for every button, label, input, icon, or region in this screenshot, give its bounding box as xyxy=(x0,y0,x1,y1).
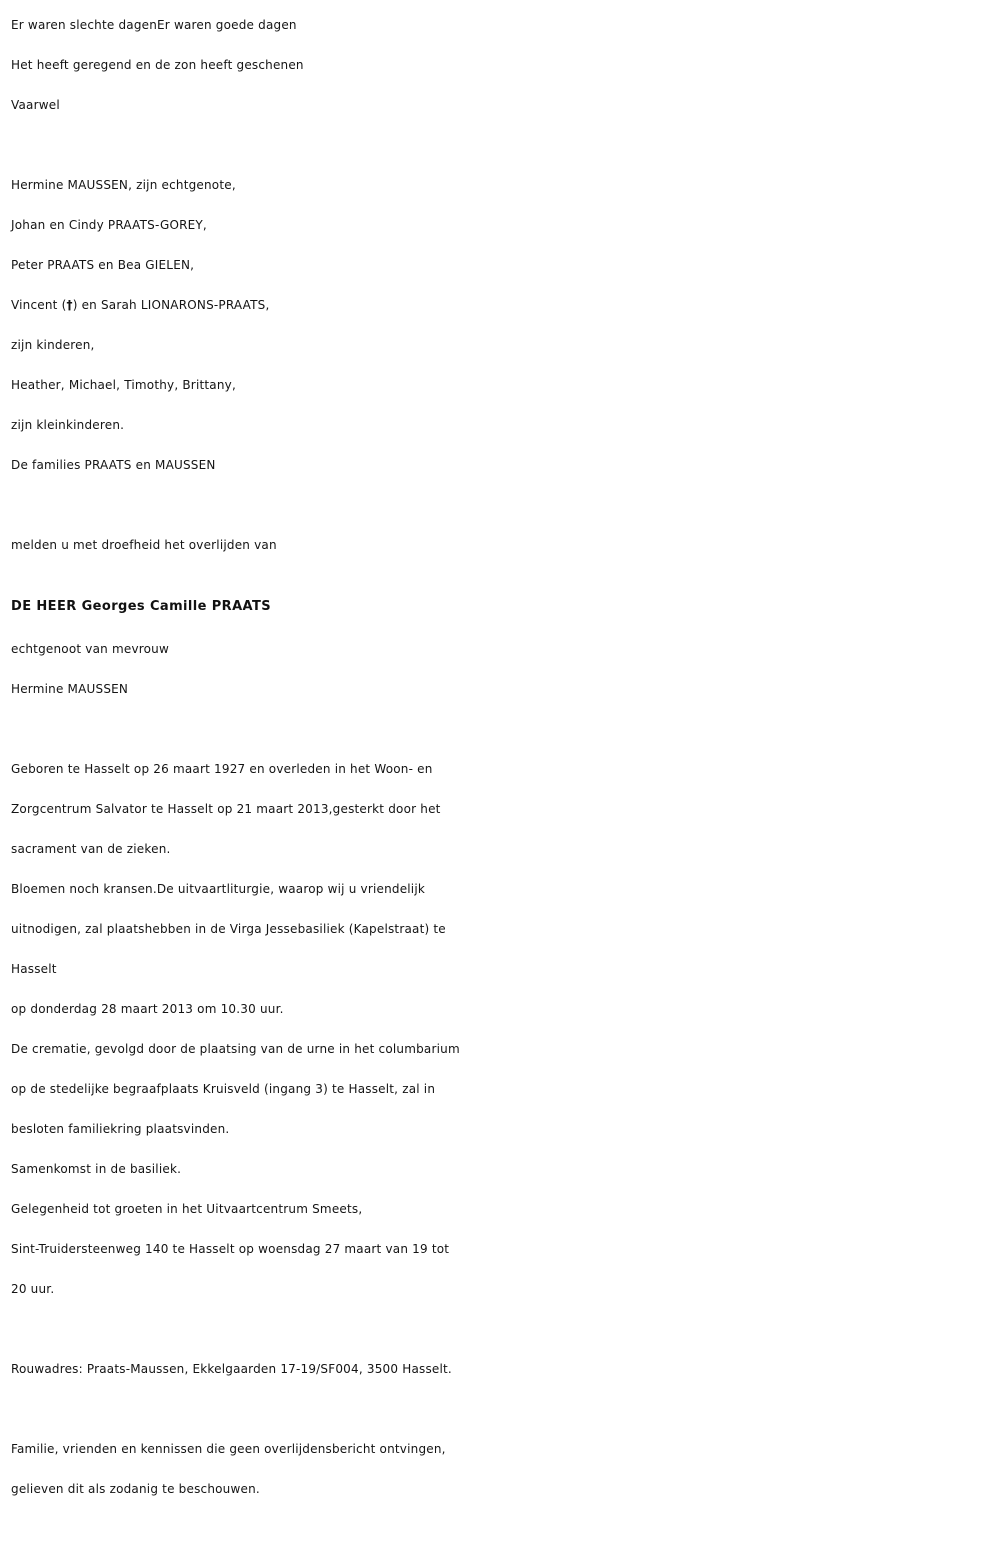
family-line: De families PRAATS en MAUSSEN xyxy=(11,458,216,472)
family-line-part: Vincent ( xyxy=(11,298,67,312)
family-line: Johan en Cindy PRAATS-GOREY, xyxy=(11,218,207,232)
closing-line: Familie, vrienden en kennissen die geen overlijdensbericht ontvingen, xyxy=(11,1442,446,1456)
mourning-address: Rouwadres: Praats-Maussen, Ekkelgaarden 17-19/SF004, 3500 Hasselt. xyxy=(11,1362,452,1376)
details-line: op donderdag 28 maart 2013 om 10.30 uur. xyxy=(11,1002,284,1016)
details-line: Samenkomst in de basiliek. xyxy=(11,1162,182,1176)
motto-line: Er waren slechte dagenEr waren goede dagen xyxy=(11,18,297,32)
details-line: op de stedelijke begraafplaats Kruisveld (ingang 3) te Hasselt, zal in xyxy=(11,1082,436,1096)
spacer xyxy=(11,1309,991,1349)
spacer xyxy=(11,485,991,525)
closing-section xyxy=(11,1429,991,1509)
details-section xyxy=(11,749,991,1309)
family-line: Heather, Michael, Timothy, Brittany, xyxy=(11,378,236,392)
details-line: 20 uur. xyxy=(11,1282,55,1296)
details-line: Zorgcentrum Salvator te Hasselt op 21 maart 2013,gesterkt door het xyxy=(11,802,441,816)
family-line: zijn kinderen, xyxy=(11,338,95,352)
announcement-line: melden u met droefheid het overlijden van xyxy=(11,538,277,552)
spacer xyxy=(11,709,991,749)
details-line: Sint-Truidersteenweg 140 te Hasselt op woensdag 27 maart van 19 tot xyxy=(11,1242,450,1256)
family-line-deceased-son xyxy=(11,285,991,325)
family-line: Hermine MAUSSEN, zijn echtgenote, xyxy=(11,178,236,192)
details-line: De crematie, gevolgd door de plaatsing van de urne in het columbarium xyxy=(11,1042,460,1056)
details-line: Gelegenheid tot groeten in het Uitvaartcentrum Smeets, xyxy=(11,1202,363,1216)
details-line: Bloemen noch kransen.De uitvaartliturgie, waarop wij u vriendelijk xyxy=(11,882,426,896)
details-line: sacrament van de zieken. xyxy=(11,842,171,856)
spouse-line: Hermine MAUSSEN xyxy=(11,682,129,696)
family-section xyxy=(11,165,991,485)
obituary-notice xyxy=(11,5,991,1509)
cross-icon: † xyxy=(66,298,73,312)
motto-section xyxy=(11,5,991,125)
motto-line: Het heeft geregend en de zon heeft geschenen xyxy=(11,58,304,72)
details-line: Hasselt xyxy=(11,962,57,976)
spacer xyxy=(11,1389,991,1429)
family-line-part: ) en Sarah LIONARONS-PRAATS, xyxy=(72,298,270,312)
details-line: Geboren te Hasselt op 26 maart 1927 en overleden in het Woon- en xyxy=(11,762,433,776)
family-line: Peter PRAATS en Bea GIELEN, xyxy=(11,258,195,272)
closing-line: gelieven dit als zodanig te beschouwen. xyxy=(11,1482,260,1496)
deceased-section xyxy=(11,585,991,709)
spacer xyxy=(11,125,991,165)
deceased-name: DE HEER Georges Camille PRAATS xyxy=(11,599,272,614)
family-line: zijn kleinkinderen. xyxy=(11,418,125,432)
details-line: uitnodigen, zal plaatshebben in de Virga Jessebasiliek (Kapelstraat) te xyxy=(11,922,446,936)
details-line: besloten familiekring plaatsvinden. xyxy=(11,1122,230,1136)
spouse-line: echtgenoot van mevrouw xyxy=(11,642,169,656)
motto-line: Vaarwel xyxy=(11,98,60,112)
